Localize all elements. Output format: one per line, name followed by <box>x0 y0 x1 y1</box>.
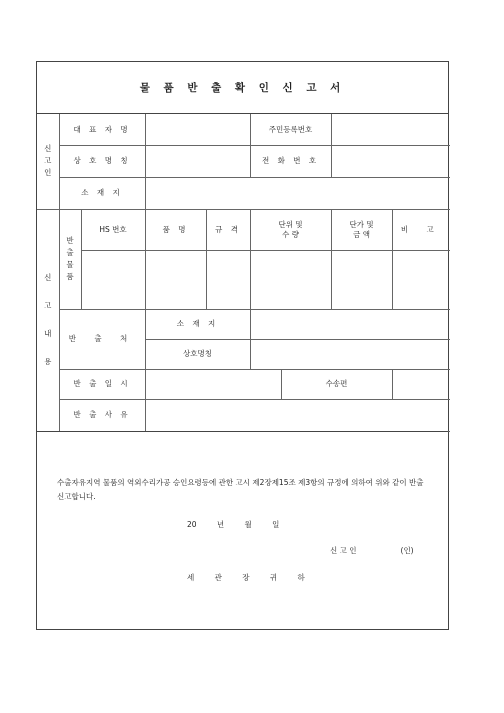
addressee: 세 관 장 귀 하 <box>187 573 305 582</box>
remarks-field[interactable] <box>392 250 450 309</box>
address-label: 소 재 지 <box>59 177 145 209</box>
applicant-section-label: 신고인 <box>37 114 59 209</box>
form-grid <box>37 114 450 432</box>
shipment-date-field[interactable] <box>145 369 281 399</box>
dest-name-label: 상호명칭 <box>145 339 250 369</box>
declaration-statement <box>37 431 448 631</box>
applicant-label: 신 고 인 <box>330 546 357 555</box>
col-unit-qty: 단위 및 수 량 <box>250 209 331 250</box>
col-spec: 규 격 <box>206 209 250 250</box>
date-line[interactable]: 20 년 월 일 <box>187 520 280 529</box>
rep-name-label: 대 표 자 명 <box>59 114 145 145</box>
address-field[interactable] <box>145 177 450 209</box>
phone-label: 전 화 번 호 <box>250 145 331 177</box>
declaration-form <box>36 61 449 630</box>
dest-address-label: 소 재 지 <box>145 309 250 339</box>
reason-field[interactable] <box>145 399 450 431</box>
statement-text: 수출자유지역 물품의 역외수리가공 승인요령등에 관한 고시 제2장제15조 제3항의 규정에 의하여 위와 같이 반출 신고합니다. <box>57 478 424 501</box>
dest-address-field[interactable] <box>250 309 450 339</box>
seal-mark[interactable]: (인) <box>400 546 414 555</box>
col-hs-code: HS 번호 <box>81 209 145 250</box>
destination-label: 반 출 처 <box>59 309 145 369</box>
form-title: 물 품 반 출 확 인 신 고 서 <box>37 62 448 114</box>
col-remarks: 비 고 <box>392 209 450 250</box>
col-item: 품 명 <box>145 209 206 250</box>
applicant-signature <box>330 545 414 556</box>
transport-field[interactable] <box>392 369 450 399</box>
shipment-date-label: 반 출 일 시 <box>59 369 145 399</box>
spec-field[interactable] <box>206 250 250 309</box>
goods-label: 반출물품 <box>59 209 81 309</box>
company-name-field[interactable] <box>145 145 250 177</box>
reason-label: 반 출 사 유 <box>59 399 145 431</box>
phone-field[interactable] <box>331 145 450 177</box>
resident-no-label: 주민등록번호 <box>250 114 331 145</box>
rep-name-field[interactable] <box>145 114 250 145</box>
item-field[interactable] <box>145 250 206 309</box>
content-section-label: 신고내용 <box>37 209 59 431</box>
unit-qty-field[interactable] <box>250 250 331 309</box>
transport-label: 수송편 <box>281 369 392 399</box>
hs-code-field[interactable] <box>81 250 145 309</box>
dest-name-field[interactable] <box>250 339 450 369</box>
resident-no-field[interactable] <box>331 114 450 145</box>
col-price-amount: 단가 및 금 액 <box>331 209 392 250</box>
price-amount-field[interactable] <box>331 250 392 309</box>
company-name-label: 상 호 명 칭 <box>59 145 145 177</box>
